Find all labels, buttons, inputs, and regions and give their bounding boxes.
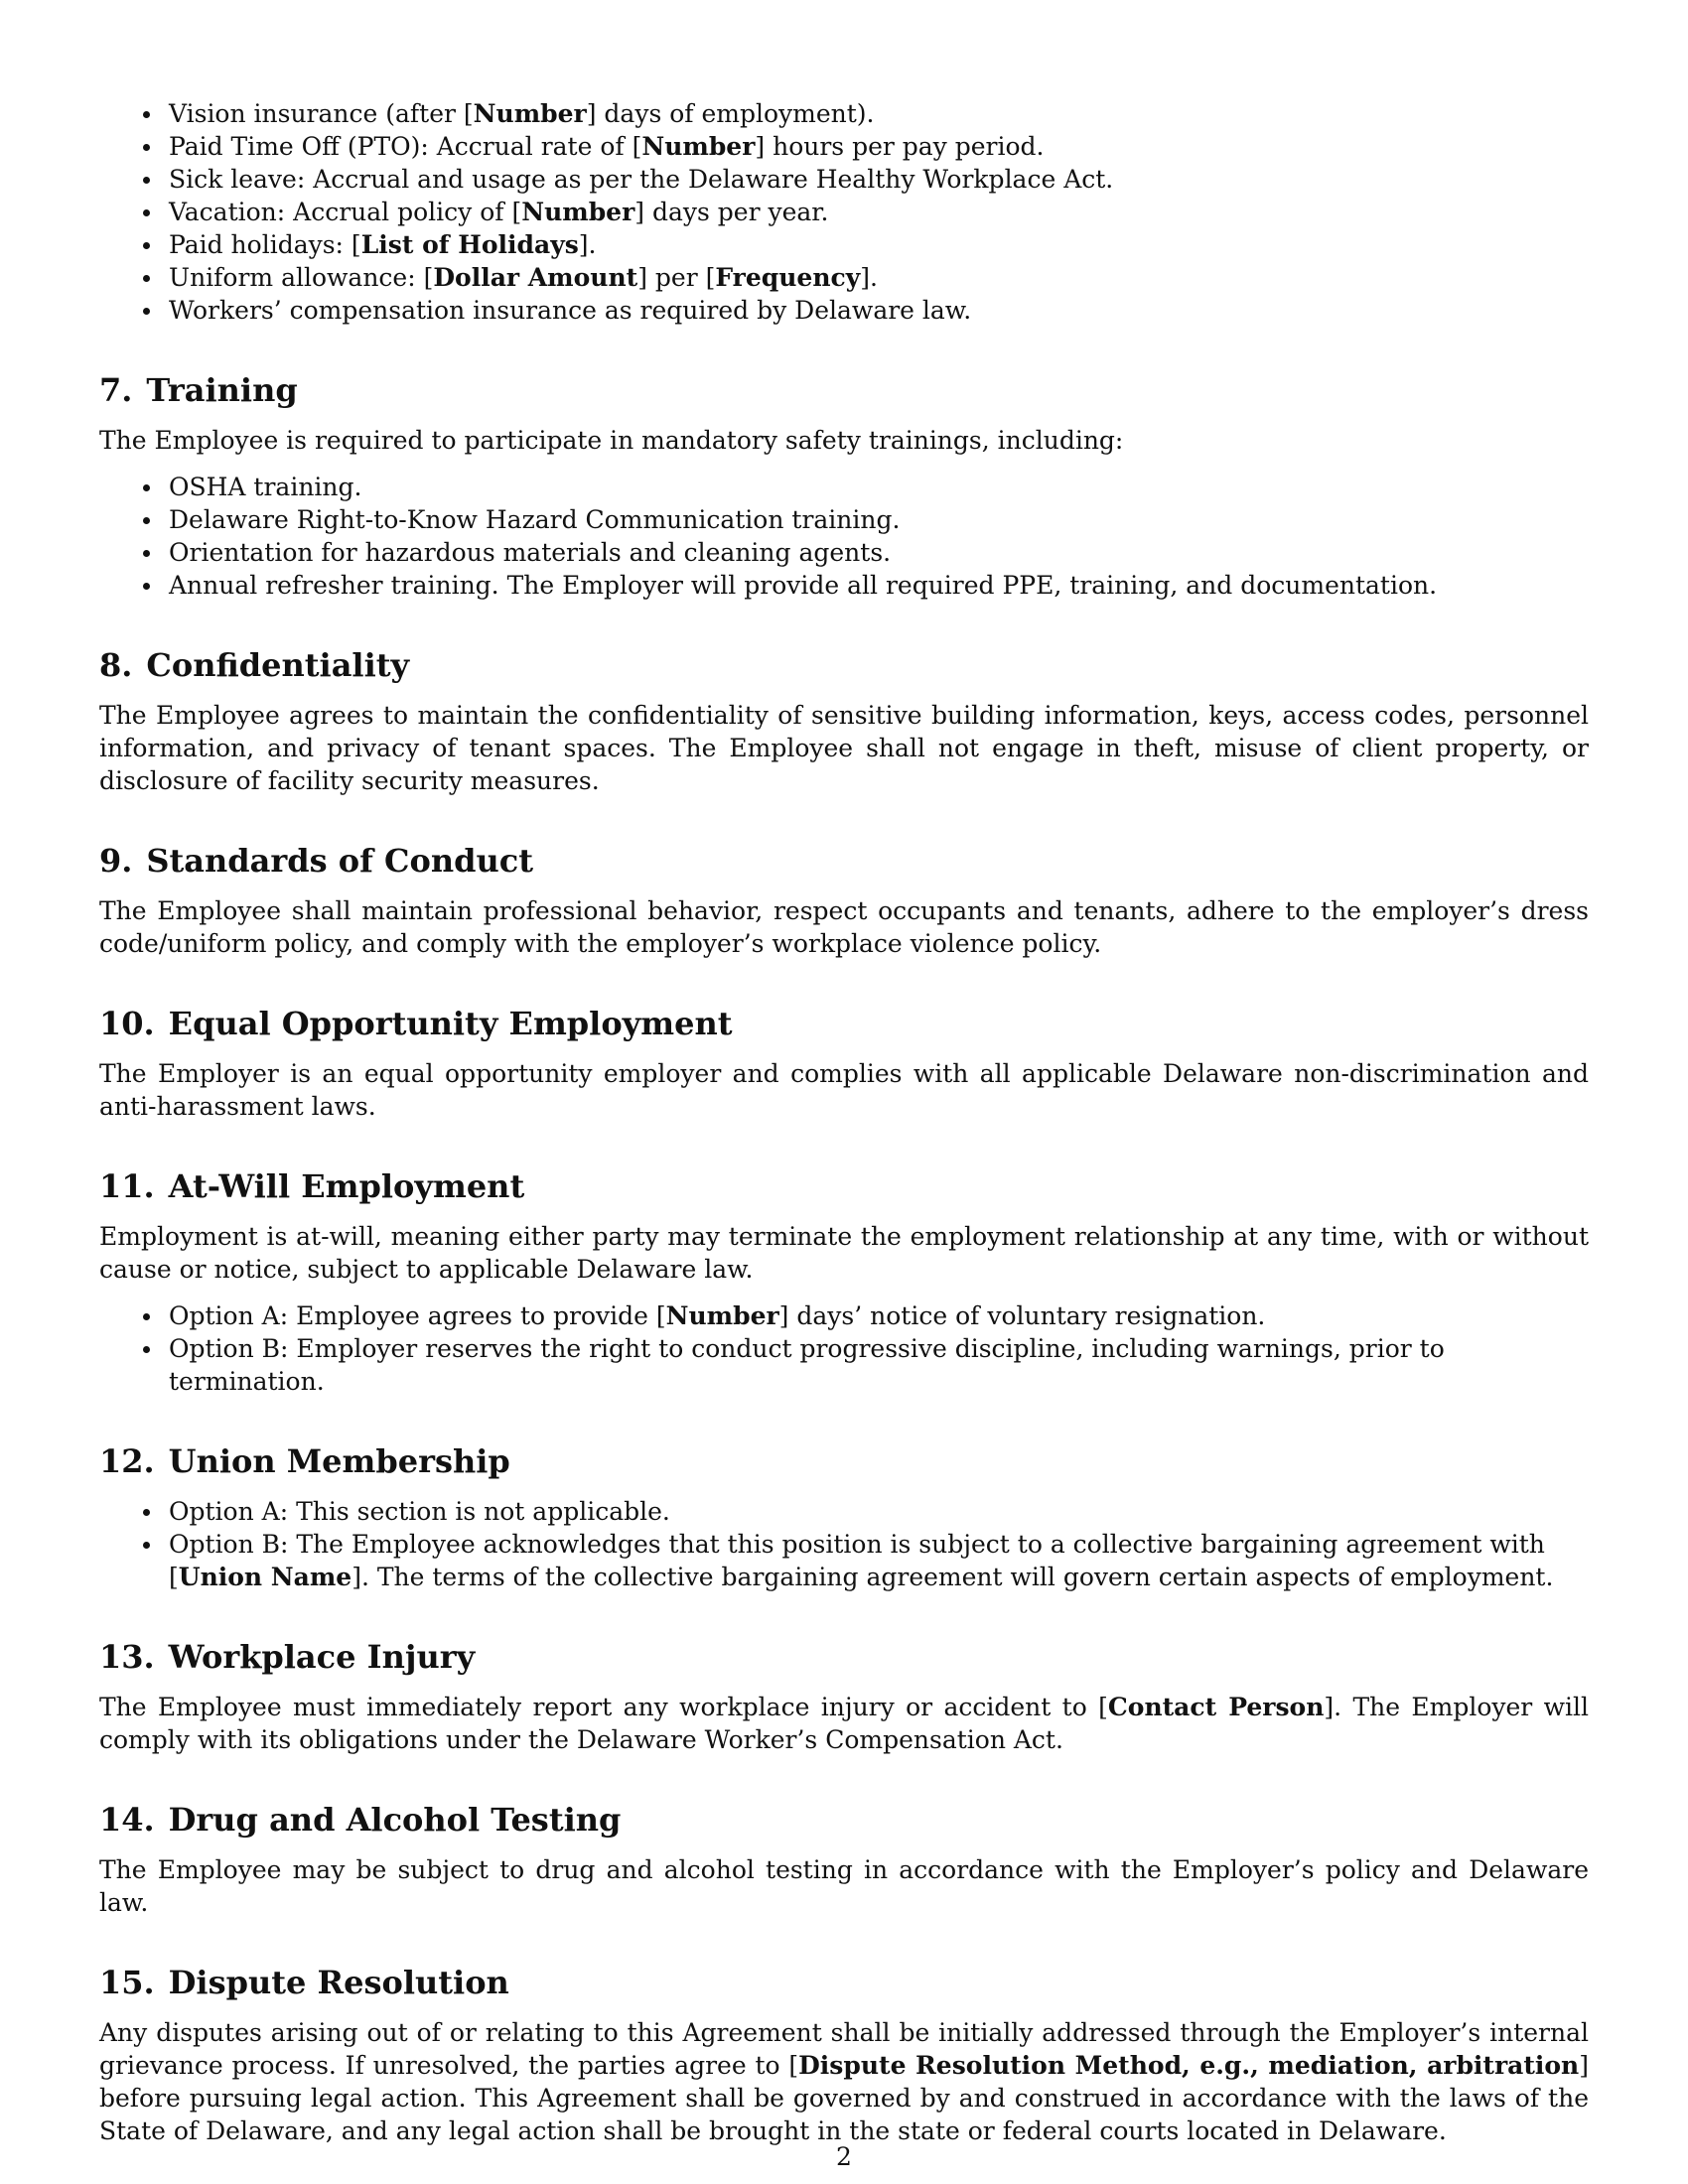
text-run: Paid holidays: [ [169,230,361,259]
section-heading [99,1800,1589,1840]
section [99,1637,1589,1756]
text-run: Vacation: Accrual policy of [ [169,198,522,226]
text-run: The Employee is required to participate in mandatory safety trainings, including: [99,426,1124,455]
sections-container [99,370,1589,2147]
section-title: Standards of Conduct [146,842,534,880]
text-run: Option A: Employee agrees to provide [ [169,1301,666,1330]
section-heading [99,370,1589,410]
section-title: At-Will Employment [168,1167,525,1205]
section-number: 7. [99,371,133,409]
placeholder-field: List of Holidays [360,230,579,259]
section-paragraph [99,699,1589,797]
text-run: Employment is at-will, meaning either party may terminate the employment relationship at any time, with or without cause or notice, subject to applicable Delaware law. [99,1222,1589,1284]
text-run: Option A: This section is not applicable. [169,1497,670,1526]
section-paragraph [99,1057,1589,1123]
placeholder-field: Number [521,198,635,226]
bullet-item [99,1332,1589,1398]
section-title: Dispute Resolution [168,1964,509,2001]
section [99,370,1589,602]
text-run: Workers’ compensation insurance as required by Delaware law. [169,296,972,325]
text-run: ] days per year. [634,198,829,226]
section-heading [99,1166,1589,1206]
text-run: ]. [860,263,878,292]
bullet-item [99,228,1589,261]
section [99,1166,1589,1398]
text-run: ]. The Employer will comply with its obligations under the Delaware Worker’s Compensation Act. [99,1693,1589,1754]
section-paragraph [99,1853,1589,1919]
text-run: Paid Time Off (PTO): Accrual rate of [ [169,132,642,161]
benefits-list [99,97,1589,327]
text-run: Uniform allowance: [ [169,263,434,292]
bullet-item [99,1528,1589,1593]
placeholder-field: Union Name [178,1563,352,1591]
bullet-item [99,471,1589,503]
bullet-item [99,130,1589,163]
document-page [99,97,1589,2147]
text-run: ]. The terms of the collective bargaining agreement will govern certain aspects of employment. [352,1563,1554,1591]
text-run: ] hours per pay period. [755,132,1045,161]
section-heading [99,645,1589,685]
section-title: Training [146,371,298,409]
section [99,645,1589,797]
bullet-item [99,294,1589,327]
section-number: 13. [99,1638,155,1676]
section-paragraph [99,894,1589,960]
section [99,1800,1589,1919]
section-bullet-list [99,1495,1589,1593]
text-run: Vision insurance (after [ [169,99,474,128]
section-number: 10. [99,1005,155,1042]
page-number: 2 [836,2142,852,2171]
bullet-item [99,503,1589,536]
text-run: The Employer is an equal opportunity employer and complies with all applicable Delaware non-discrimination and anti-harassment laws. [99,1059,1589,1121]
section-heading [99,1637,1589,1677]
placeholder-field: Number [665,1301,779,1330]
bullet-item [99,97,1589,130]
section-paragraph [99,424,1589,457]
section-title: Equal Opportunity Employment [168,1005,733,1042]
text-run: ]. [578,230,597,259]
section-heading [99,841,1589,881]
section-number: 11. [99,1167,155,1205]
section-title: Confidentiality [146,646,410,684]
placeholder-field: Contact Person [1107,1693,1325,1721]
text-run: The Employee must immediately report any workplace injury or accident to [ [99,1693,1108,1721]
text-run: Delaware Right-to-Know Hazard Communication training. [169,505,901,534]
bullet-item [99,163,1589,196]
text-run: Option B: The Employee acknowledges that this position is subject to a collective bargaining agreement with [ [169,1530,1545,1591]
placeholder-field: Dollar Amount [433,263,638,292]
text-run: Annual refresher training. The Employer will provide all required PPE, training, and documentation. [169,571,1438,600]
section [99,1441,1589,1593]
section-number: 8. [99,646,133,684]
section-heading [99,1963,1589,2002]
section-number: 14. [99,1801,155,1839]
bullet-item [99,261,1589,294]
bullet-item [99,569,1589,602]
placeholder-field: Dispute Resolution Method, e.g., mediation, arbitration [798,2051,1580,2080]
placeholder-field: Number [641,132,756,161]
section-paragraph [99,1691,1589,1756]
text-run: OSHA training. [169,473,362,501]
section-heading [99,1441,1589,1481]
text-run: The Employee shall maintain professional behavior, respect occupants and tenants, adhere to the employer’s dress code/uniform policy, and comply with the employer’s workplace violence policy. [99,896,1589,958]
text-run: The Employee may be subject to drug and alcohol testing in accordance with the Employer’s policy and Delaware law. [99,1855,1589,1917]
text-run: ] days of employment). [586,99,875,128]
section-title: Union Membership [168,1442,510,1480]
bullet-item [99,536,1589,569]
section-heading [99,1004,1589,1043]
text-run: ] days’ notice of voluntary resignation. [778,1301,1266,1330]
section-paragraph [99,1220,1589,1286]
bullet-item [99,1299,1589,1332]
text-run: Option B: Employer reserves the right to conduct progressive discipline, including warnings, prior to termination. [169,1334,1445,1396]
text-run: Any disputes arising out of or relating to this Agreement shall be initially addressed through the Employer’s internal grievance process. If unresolved, the parties agree to [ [99,2018,1589,2080]
text-run: ] before pursuing legal action. This Agreement shall be governed by and construed in accordance with the laws of the State of Delaware, and any legal action shall be brought in the state or federal courts located in Delaware. [99,2051,1589,2145]
placeholder-field: Frequency [715,263,861,292]
section-bullet-list [99,471,1589,602]
section-number: 9. [99,842,133,880]
text-run: ] per [ [637,263,716,292]
section [99,841,1589,960]
bullet-item [99,196,1589,228]
text-run: The Employee agrees to maintain the confidentiality of sensitive building information, keys, access codes, personnel information, and privacy of tenant spaces. The Employee shall not engage in theft, misuse of client property, or disclosure of facility security measures. [99,701,1589,795]
section-bullet-list [99,1299,1589,1398]
bullet-item [99,1495,1589,1528]
section-number: 12. [99,1442,155,1480]
section [99,1963,1589,2147]
section-paragraph [99,2016,1589,2147]
text-run: Orientation for hazardous materials and cleaning agents. [169,538,892,567]
section-number: 15. [99,1964,155,2001]
section [99,1004,1589,1123]
text-run: Sick leave: Accrual and usage as per the Delaware Healthy Workplace Act. [169,165,1114,194]
section-title: Workplace Injury [168,1638,476,1676]
placeholder-field: Number [473,99,587,128]
section-title: Drug and Alcohol Testing [168,1801,622,1839]
